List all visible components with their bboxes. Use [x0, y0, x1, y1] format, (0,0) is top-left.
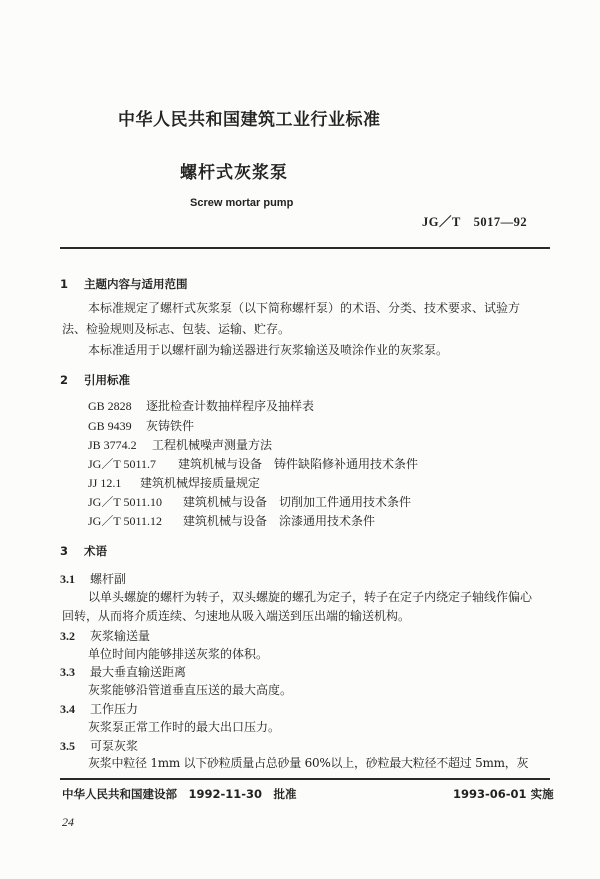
issuing-organization: 中华人民共和国建筑工业行业标准	[118, 110, 381, 130]
standard-code: JG／T 5017—92	[422, 215, 528, 229]
term-definition-line: 以单头螺旋的螺杆为转子，双头螺旋的螺孔为定子，转子在定子内绕定子轴线作偏心	[88, 590, 533, 604]
paragraph-line: 本标准适用于以螺杆副为输送器进行灰浆输送及喷涂作业的灰浆泵。	[88, 343, 449, 357]
term-title: 工作压力	[90, 702, 139, 716]
term-definition-line: 灰浆中粒径 1mm 以下砂粒质量占总砂量 60%以上，砂粒最大粒径不超过 5mm，灰	[88, 756, 529, 770]
reference-code: JJ 12.1	[88, 476, 122, 490]
reference-code: JG／T 5011.7	[88, 457, 157, 471]
reference-item	[88, 455, 418, 472]
term-definition-line: 灰浆能够沿管道垂直压送的最大高度。	[88, 683, 293, 697]
reference-name: 建筑机械焊接质量规定	[140, 476, 261, 490]
section-3-heading	[60, 543, 107, 559]
section-title: 术语	[84, 544, 107, 558]
reference-code: JG／T 5011.12	[88, 514, 163, 528]
reference-name: 建筑机械与设备 切削加工件通用技术条件	[183, 495, 412, 509]
term-definition-line: 灰浆泵正常工作时的最大出口压力。	[88, 720, 281, 734]
reference-name: 灰铸铁件	[146, 419, 195, 433]
term-heading	[60, 700, 138, 717]
term-number: 3.5	[60, 739, 75, 753]
reference-code: GB 2828	[88, 399, 132, 413]
reference-item	[88, 493, 411, 510]
section-2-heading	[60, 372, 130, 388]
term-number: 3.2	[60, 629, 75, 643]
term-title: 灰浆输送量	[90, 629, 151, 643]
section-title: 主题内容与适用范围	[84, 277, 188, 291]
reference-name: 建筑机械与设备 铸件缺陷修补通用技术条件	[178, 457, 419, 471]
term-title: 螺杆副	[90, 572, 127, 586]
term-number: 3.1	[60, 572, 75, 586]
document-title-chinese: 螺杆式灰浆泵	[180, 163, 288, 183]
page-number: 24	[62, 815, 74, 829]
reference-item	[88, 417, 194, 434]
term-title: 可泵灰浆	[90, 739, 139, 753]
document-title-english: Screw mortar pump	[190, 197, 294, 209]
paragraph-line: 法、检验规则及标志、包装、运输、贮存。	[62, 322, 291, 336]
reference-name: 工程机械噪声测量方法	[152, 438, 273, 452]
term-title: 最大垂直输送距离	[90, 665, 187, 679]
footer-divider	[60, 778, 550, 780]
section-number: 2	[60, 373, 69, 387]
reference-code: JG／T 5011.10	[88, 495, 163, 509]
term-definition-line: 回转，从而将介质连续、匀速地从吸入端送到压出端的输送机构。	[62, 609, 411, 623]
reference-code: GB 9439	[88, 419, 132, 433]
reference-item	[88, 436, 272, 453]
term-heading	[60, 663, 186, 680]
term-number: 3.4	[60, 702, 75, 716]
reference-item	[88, 474, 260, 491]
reference-code: JB 3774.2	[88, 438, 137, 452]
reference-name: 建筑机械与设备 涂漆通用技术条件	[183, 514, 376, 528]
term-heading	[60, 737, 138, 754]
section-number: 1	[60, 277, 69, 291]
section-number: 3	[60, 544, 69, 558]
section-1-heading	[60, 276, 188, 292]
section-title: 引用标准	[84, 373, 130, 387]
term-number: 3.3	[60, 665, 75, 679]
term-definition-line: 单位时间内能够排送灰浆的体积。	[88, 647, 269, 661]
term-heading	[60, 627, 150, 644]
issuance-note: 中华人民共和国建设部 1992-11-30 批准	[62, 787, 297, 801]
paragraph-line: 本标准规定了螺杆式灰浆泵（以下简称螺杆泵）的术语、分类、技术要求、试验方	[88, 301, 521, 315]
implementation-date: 1993-06-01 实施	[453, 787, 554, 801]
reference-name: 逐批检查计数抽样程序及抽样表	[146, 399, 315, 413]
term-heading	[60, 570, 126, 587]
reference-item	[88, 397, 314, 414]
reference-item	[88, 512, 375, 529]
header-divider	[60, 247, 550, 249]
